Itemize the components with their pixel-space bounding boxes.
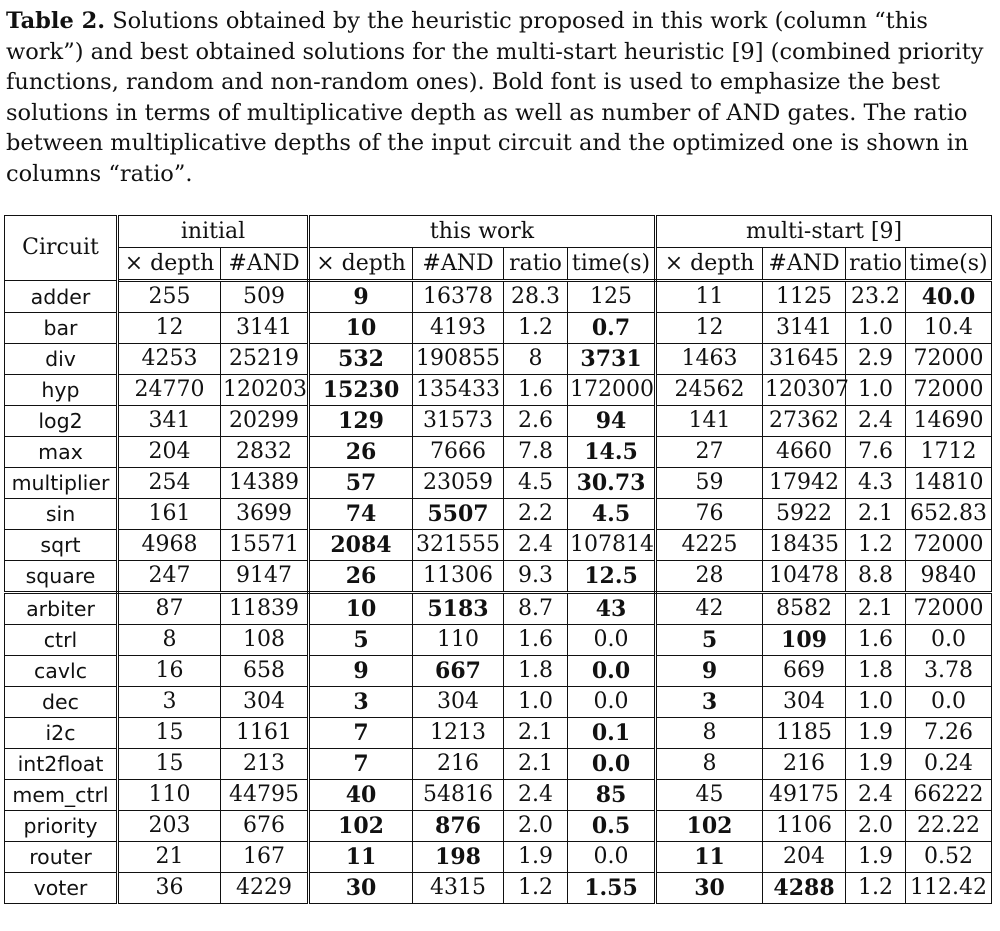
table-cell: 1106: [763, 811, 846, 842]
table-cell: 5507: [413, 499, 504, 530]
table-cell: 15: [118, 749, 221, 780]
table-cell: 2.1: [846, 499, 906, 530]
table-cell: 0.24: [906, 749, 992, 780]
table-cell: 8: [118, 625, 221, 656]
table-cell: 4315: [413, 873, 504, 904]
table-cell: 74: [309, 499, 413, 530]
table-cell: 1125: [763, 281, 846, 313]
table-cell: 1.9: [504, 842, 568, 873]
table-cell: 112.42: [906, 873, 992, 904]
table-cell: 7.26: [906, 718, 992, 749]
table-cell: 66222: [906, 780, 992, 811]
table-cell: 7: [309, 749, 413, 780]
table-cell: 5922: [763, 499, 846, 530]
col-this-ratio: ratio: [504, 248, 568, 281]
table-body: [5, 281, 992, 904]
table-cell: 0.0: [906, 687, 992, 718]
table-cell: 25219: [221, 344, 309, 375]
circuit-name: int2float: [5, 749, 118, 780]
table-cell: 9: [309, 656, 413, 687]
table-cell: 5: [309, 625, 413, 656]
circuit-name: arbiter: [5, 593, 118, 625]
table-cell: 676: [221, 811, 309, 842]
table-cell: 9147: [221, 561, 309, 593]
table-row: [5, 625, 992, 656]
table-cell: 44795: [221, 780, 309, 811]
table-cell: 107814: [568, 530, 656, 561]
table-row: [5, 375, 992, 406]
table-cell: 3141: [221, 313, 309, 344]
table-cell: 15571: [221, 530, 309, 561]
table-cell: 1.6: [504, 375, 568, 406]
table-cell: 94: [568, 406, 656, 437]
circuit-name: router: [5, 842, 118, 873]
circuit-name: ctrl: [5, 625, 118, 656]
table-row: [5, 687, 992, 718]
table-cell: 167: [221, 842, 309, 873]
table-cell: 15: [118, 718, 221, 749]
group-this-work: this work: [309, 216, 656, 248]
caption-label: Table 2.: [6, 8, 106, 34]
table-cell: 4968: [118, 530, 221, 561]
table-cell: 40: [309, 780, 413, 811]
table-cell: 2.4: [504, 780, 568, 811]
table-cell: 72000: [906, 530, 992, 561]
table-row: [5, 344, 992, 375]
results-table: [4, 215, 992, 904]
table-cell: 216: [763, 749, 846, 780]
table-cell: 57: [309, 468, 413, 499]
table-cell: 8582: [763, 593, 846, 625]
table-cell: 4253: [118, 344, 221, 375]
table-cell: 4193: [413, 313, 504, 344]
table-cell: 30: [309, 873, 413, 904]
circuit-name: square: [5, 561, 118, 593]
table-cell: 658: [221, 656, 309, 687]
table-cell: 85: [568, 780, 656, 811]
table-cell: 255: [118, 281, 221, 313]
table-cell: 72000: [906, 344, 992, 375]
table-row: [5, 780, 992, 811]
table-cell: 12.5: [568, 561, 656, 593]
table-cell: 4229: [221, 873, 309, 904]
circuit-name: multiplier: [5, 468, 118, 499]
table-cell: 5: [656, 625, 763, 656]
table-cell: 7: [309, 718, 413, 749]
table-row: [5, 437, 992, 468]
table-cell: 49175: [763, 780, 846, 811]
table-cell: 30.73: [568, 468, 656, 499]
table-cell: 4225: [656, 530, 763, 561]
circuit-name: hyp: [5, 375, 118, 406]
col-initial-depth: × depth: [118, 248, 221, 281]
table-cell: 4.5: [568, 499, 656, 530]
table-cell: 18435: [763, 530, 846, 561]
group-header-row: [5, 216, 992, 248]
table-cell: 1.9: [846, 749, 906, 780]
table-cell: 8: [656, 749, 763, 780]
table-cell: 1.0: [846, 687, 906, 718]
table-cell: 9: [656, 656, 763, 687]
table-cell: 11: [656, 842, 763, 873]
table-cell: 45: [656, 780, 763, 811]
table-cell: 36: [118, 873, 221, 904]
table-cell: 2.0: [846, 811, 906, 842]
table-cell: 669: [763, 656, 846, 687]
circuit-name: cavlc: [5, 656, 118, 687]
col-ms-depth: × depth: [656, 248, 763, 281]
table-cell: 2.1: [846, 593, 906, 625]
circuit-name: mem_ctrl: [5, 780, 118, 811]
table-cell: 11: [309, 842, 413, 873]
table-cell: 141: [656, 406, 763, 437]
table-cell: 2.6: [504, 406, 568, 437]
table-cell: 1.9: [846, 718, 906, 749]
table-cell: 2.2: [504, 499, 568, 530]
table-cell: 11839: [221, 593, 309, 625]
table-cell: 4.3: [846, 468, 906, 499]
table-row: [5, 468, 992, 499]
table-cell: 14690: [906, 406, 992, 437]
table-cell: 72000: [906, 593, 992, 625]
table-cell: 87: [118, 593, 221, 625]
table-cell: 3: [118, 687, 221, 718]
table-cell: 2.1: [504, 718, 568, 749]
table-cell: 3699: [221, 499, 309, 530]
table-cell: 12: [118, 313, 221, 344]
table-cell: 120307: [763, 375, 846, 406]
circuit-name: bar: [5, 313, 118, 344]
table-cell: 10: [309, 593, 413, 625]
table-row: [5, 561, 992, 593]
table-cell: 321555: [413, 530, 504, 561]
table-cell: 16378: [413, 281, 504, 313]
table-cell: 135433: [413, 375, 504, 406]
col-initial-and: #AND: [221, 248, 309, 281]
table-cell: 23.2: [846, 281, 906, 313]
table-cell: 1.6: [846, 625, 906, 656]
table-cell: 1.0: [846, 313, 906, 344]
table-cell: 1.0: [846, 375, 906, 406]
table-cell: 11: [656, 281, 763, 313]
table-cell: 12: [656, 313, 763, 344]
table-cell: 304: [221, 687, 309, 718]
table-cell: 161: [118, 499, 221, 530]
table-cell: 0.0: [568, 842, 656, 873]
table-cell: 102: [309, 811, 413, 842]
table-cell: 14810: [906, 468, 992, 499]
table-cell: 1.8: [504, 656, 568, 687]
table-row: [5, 593, 992, 625]
table-cell: 1.55: [568, 873, 656, 904]
table-cell: 3731: [568, 344, 656, 375]
table-cell: 20299: [221, 406, 309, 437]
group-multi-start: multi-start [9]: [656, 216, 992, 248]
circuit-header: Circuit: [5, 216, 118, 281]
table-row: [5, 406, 992, 437]
table-cell: 7666: [413, 437, 504, 468]
table-cell: 652.83: [906, 499, 992, 530]
table-row: [5, 811, 992, 842]
table-cell: 59: [656, 468, 763, 499]
table-cell: 4660: [763, 437, 846, 468]
table-cell: 1.0: [504, 687, 568, 718]
table-cell: 23059: [413, 468, 504, 499]
table-cell: 8.7: [504, 593, 568, 625]
table-cell: 1.8: [846, 656, 906, 687]
table-cell: 10: [309, 313, 413, 344]
table-cell: 1712: [906, 437, 992, 468]
table-cell: 11306: [413, 561, 504, 593]
table-cell: 31573: [413, 406, 504, 437]
table-cell: 667: [413, 656, 504, 687]
table-row: [5, 656, 992, 687]
circuit-name: log2: [5, 406, 118, 437]
table-cell: 0.5: [568, 811, 656, 842]
table-cell: 0.0: [906, 625, 992, 656]
table-cell: 14.5: [568, 437, 656, 468]
table-caption: [6, 6, 991, 189]
table-cell: 31645: [763, 344, 846, 375]
table-cell: 509: [221, 281, 309, 313]
circuit-name: sqrt: [5, 530, 118, 561]
table-row: [5, 842, 992, 873]
table-cell: 172000: [568, 375, 656, 406]
table-cell: 2.4: [504, 530, 568, 561]
table-cell: 2.0: [504, 811, 568, 842]
table-row: [5, 718, 992, 749]
table-cell: 108: [221, 625, 309, 656]
table-cell: 0.0: [568, 749, 656, 780]
circuit-name: voter: [5, 873, 118, 904]
table-cell: 16: [118, 656, 221, 687]
table-row: [5, 873, 992, 904]
table-cell: 1463: [656, 344, 763, 375]
table-cell: 2.9: [846, 344, 906, 375]
table-cell: 8: [656, 718, 763, 749]
table-cell: 72000: [906, 375, 992, 406]
table-cell: 1.2: [846, 873, 906, 904]
col-this-time: time(s): [568, 248, 656, 281]
table-cell: 254: [118, 468, 221, 499]
table-cell: 1.2: [846, 530, 906, 561]
table-cell: 3: [656, 687, 763, 718]
col-this-depth: × depth: [309, 248, 413, 281]
col-ms-and: #AND: [763, 248, 846, 281]
table-cell: 24562: [656, 375, 763, 406]
table-cell: 24770: [118, 375, 221, 406]
table-cell: 9: [309, 281, 413, 313]
table-cell: 109: [763, 625, 846, 656]
col-ms-time: time(s): [906, 248, 992, 281]
circuit-name: adder: [5, 281, 118, 313]
table-cell: 110: [413, 625, 504, 656]
table-cell: 3141: [763, 313, 846, 344]
table-cell: 110: [118, 780, 221, 811]
circuit-name: i2c: [5, 718, 118, 749]
table-cell: 0.0: [568, 625, 656, 656]
table-cell: 1185: [763, 718, 846, 749]
table-cell: 0.1: [568, 718, 656, 749]
table-cell: 26: [309, 561, 413, 593]
circuit-name: max: [5, 437, 118, 468]
table-row: [5, 499, 992, 530]
table-cell: 54816: [413, 780, 504, 811]
table-cell: 125: [568, 281, 656, 313]
caption-text: Solutions obtained by the heuristic proposed in this work (column “this work”) and best obtained solutions for the multi-start heuristic [9] (combined priority functions, random and non-random ones). Bold font is used to emphasize the best solutions in terms of multiplicative depth as well as number of AND gates. The ratio between multiplicative depths of the input circuit and the optimized one is shown in columns “ratio”.: [6, 8, 984, 187]
table-cell: 28.3: [504, 281, 568, 313]
table-cell: 0.52: [906, 842, 992, 873]
table-cell: 3.78: [906, 656, 992, 687]
table-cell: 76: [656, 499, 763, 530]
table-cell: 4288: [763, 873, 846, 904]
table-cell: 9.3: [504, 561, 568, 593]
table-cell: 2.1: [504, 749, 568, 780]
table-cell: 10.4: [906, 313, 992, 344]
col-ms-ratio: ratio: [846, 248, 906, 281]
table-cell: 1161: [221, 718, 309, 749]
circuit-name: div: [5, 344, 118, 375]
table-cell: 1.9: [846, 842, 906, 873]
table-cell: 2.4: [846, 406, 906, 437]
table-cell: 120203: [221, 375, 309, 406]
subheader-row: [5, 248, 992, 281]
table-row: [5, 749, 992, 780]
table-cell: 532: [309, 344, 413, 375]
table-cell: 22.22: [906, 811, 992, 842]
table-cell: 17942: [763, 468, 846, 499]
table-cell: 27: [656, 437, 763, 468]
table-cell: 0.7: [568, 313, 656, 344]
table-cell: 216: [413, 749, 504, 780]
table-cell: 1.2: [504, 313, 568, 344]
table-cell: 341: [118, 406, 221, 437]
table-cell: 21: [118, 842, 221, 873]
col-this-and: #AND: [413, 248, 504, 281]
table-cell: 876: [413, 811, 504, 842]
table-cell: 198: [413, 842, 504, 873]
table-cell: 27362: [763, 406, 846, 437]
table-cell: 4.5: [504, 468, 568, 499]
table-cell: 203: [118, 811, 221, 842]
table-cell: 304: [413, 687, 504, 718]
table-cell: 102: [656, 811, 763, 842]
circuit-name: priority: [5, 811, 118, 842]
table-cell: 1.2: [504, 873, 568, 904]
table-cell: 2.4: [846, 780, 906, 811]
table-cell: 0.0: [568, 656, 656, 687]
circuit-name: sin: [5, 499, 118, 530]
table-cell: 2832: [221, 437, 309, 468]
table-cell: 129: [309, 406, 413, 437]
table-cell: 7.6: [846, 437, 906, 468]
table-cell: 42: [656, 593, 763, 625]
table-cell: 2084: [309, 530, 413, 561]
table-cell: 8: [504, 344, 568, 375]
table-cell: 3: [309, 687, 413, 718]
table-cell: 1.6: [504, 625, 568, 656]
table-cell: 28: [656, 561, 763, 593]
table-cell: 0.0: [568, 687, 656, 718]
table-cell: 204: [763, 842, 846, 873]
table-row: [5, 313, 992, 344]
table-cell: 190855: [413, 344, 504, 375]
table-row: [5, 530, 992, 561]
table-cell: 40.0: [906, 281, 992, 313]
table-cell: 30: [656, 873, 763, 904]
circuit-name: dec: [5, 687, 118, 718]
table-cell: 14389: [221, 468, 309, 499]
table-row: [5, 281, 992, 313]
table-cell: 15230: [309, 375, 413, 406]
table-cell: 204: [118, 437, 221, 468]
table-cell: 5183: [413, 593, 504, 625]
table-cell: 1213: [413, 718, 504, 749]
table-cell: 9840: [906, 561, 992, 593]
table-cell: 7.8: [504, 437, 568, 468]
table-cell: 26: [309, 437, 413, 468]
table-cell: 213: [221, 749, 309, 780]
group-initial: initial: [118, 216, 309, 248]
table-cell: 247: [118, 561, 221, 593]
table-cell: 8.8: [846, 561, 906, 593]
table-cell: 43: [568, 593, 656, 625]
table-cell: 10478: [763, 561, 846, 593]
table-cell: 304: [763, 687, 846, 718]
